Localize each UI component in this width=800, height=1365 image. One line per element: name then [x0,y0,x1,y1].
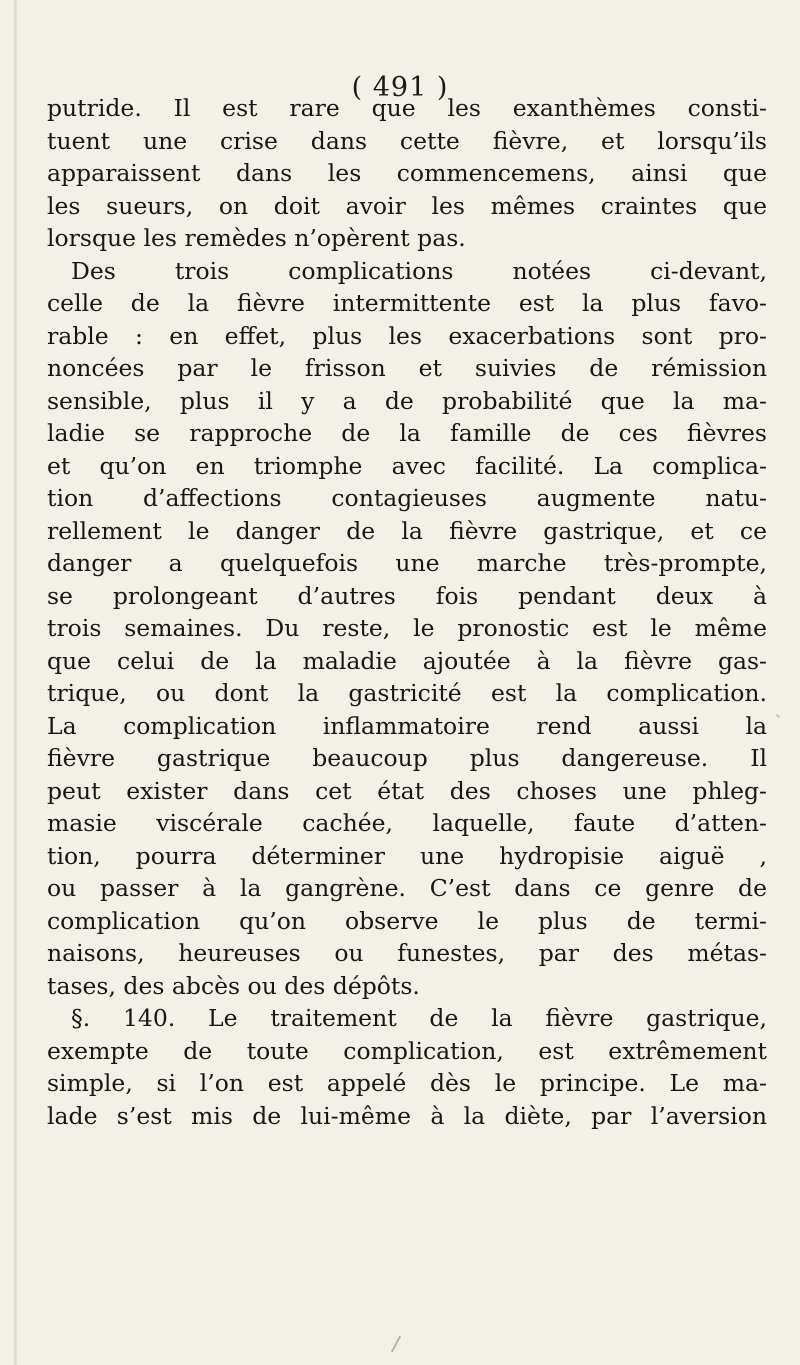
body-text [47,92,767,1132]
paper-mark [391,1336,401,1353]
text-line: tases, des abcès ou des dépôts. [47,971,420,1000]
text-line: masie viscérale cachée, laquelle, faute d’atten- [47,809,767,837]
text-line: tuent une crise dans cette fièvre, et lorsqu’ils [47,126,767,155]
text-line: complication qu’on observe le plus de termi- [47,906,767,935]
text-line: lorsque les remèdes n’opèrent pas. [47,224,466,252]
text-line: peut exister dans cet état des choses une phleg- [47,776,767,805]
text-line: naisons, heureuses ou funestes, par des métas- [47,939,767,967]
text-line: celle de la fièvre intermittente est la plus favo- [47,289,767,317]
text-line: tion, pourra déterminer une hydropisie aiguë , [47,841,767,870]
text-line: putride. Il est rare que les exanthèmes consti- [47,94,767,122]
text-line: trois semaines. Du reste, le pronostic est le même [47,614,767,642]
text-line: simple, si l’on est appelé dès le principe. Le ma- [47,1069,767,1097]
text-line: et qu’on en triomphe avec facilité. La complica- [47,451,767,480]
text-line: rable : en effet, plus les exacerbations sont pro- [47,321,767,350]
text-line: sensible, plus il y a de probabilité que la ma- [47,386,767,415]
text-line: Des trois complications notées ci-devant, [71,256,767,285]
text-line: tion d’affections contagieuses augmente natu- [47,484,767,512]
text-line: rellement le danger de la fièvre gastrique, et ce [47,516,767,545]
text-line: exempte de toute complication, est extrêmement [47,1036,767,1065]
text-line: danger a quelquefois une marche très-prompte, [47,549,767,577]
text-line: La complication inflammatoire rend aussi la [47,711,767,740]
page-number: ( 491 ) [351,72,449,103]
text-line: noncées par le frisson et suivies de rémission [47,354,767,382]
text-line: ladie se rapproche de la famille de ces fièvres [47,419,767,447]
text-line: §. 140. Le traitement de la fièvre gastrique, [71,1004,767,1032]
text-line: apparaissent dans les commencemens, ainsi que [47,159,767,187]
text-line: trique, ou dont la gastricité est la complication. [47,679,767,707]
text-line: que celui de la maladie ajoutée à la fièvre gas- [47,646,767,675]
text-line: lade s’est mis de lui-même à la diète, par l’aversion [47,1101,767,1130]
text-line: fièvre gastrique beaucoup plus dangereuse. Il [47,744,767,772]
text-line: ou passer à la gangrène. C’est dans ce genre de [47,874,767,902]
page-edge-shadow [14,0,17,1365]
text-line: se prolongeant d’autres fois pendant deux à [47,581,767,610]
text-line: les sueurs, on doit avoir les mêmes craintes que [47,191,767,220]
margin-mark [776,714,780,718]
